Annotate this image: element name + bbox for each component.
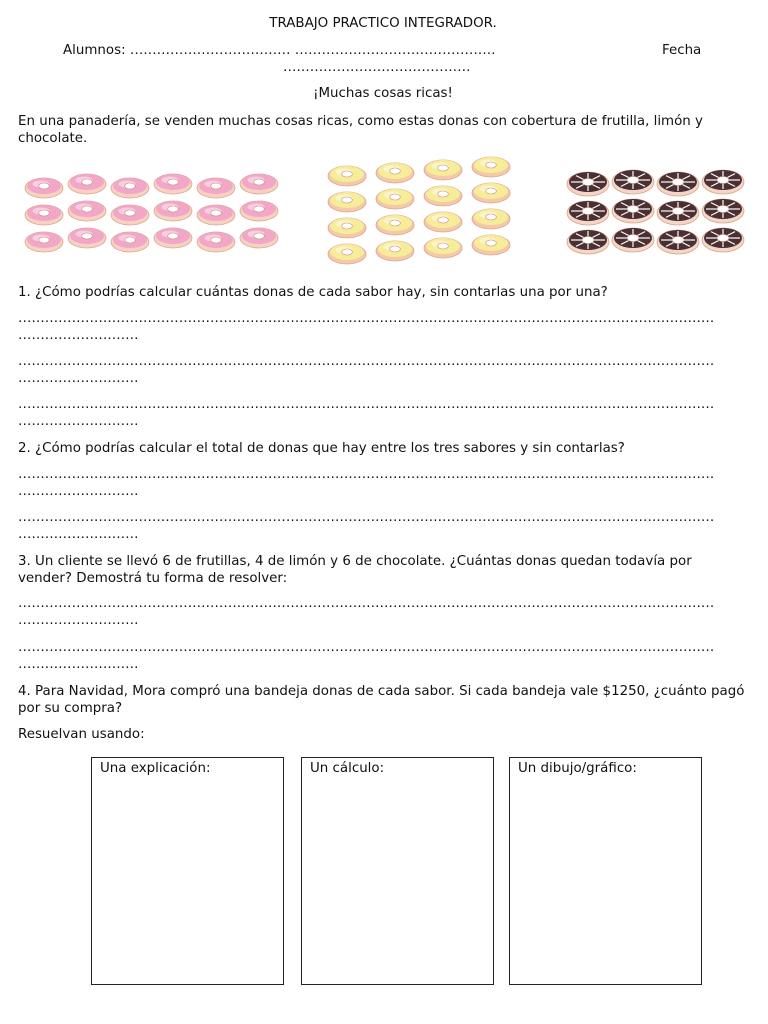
donut — [154, 228, 192, 248]
donut — [612, 170, 654, 194]
donut — [154, 201, 192, 221]
donut — [240, 228, 278, 248]
strawberry-donuts-image — [22, 168, 284, 256]
donut — [702, 199, 744, 223]
date-label: Fecha — [662, 43, 702, 58]
donut — [154, 174, 192, 194]
answer-line-end: ……………………… — [18, 328, 139, 343]
donut — [424, 186, 462, 206]
date-field: …………………………………… — [283, 60, 471, 75]
donut — [472, 183, 510, 203]
donut — [567, 201, 609, 225]
donut — [702, 170, 744, 194]
answer-line-end: ……………………… — [18, 484, 139, 499]
drawing-box[interactable] — [509, 757, 702, 985]
donut — [472, 157, 510, 177]
donut — [328, 218, 366, 238]
donut — [612, 199, 654, 223]
explanation-box[interactable] — [91, 757, 284, 985]
donut — [328, 192, 366, 212]
drawing-box-label: Un dibujo/gráfico: — [518, 761, 637, 776]
answer-line-end: ……………………… — [18, 371, 139, 386]
donut — [111, 205, 149, 225]
question-3: 3. Un cliente se llevó 6 de frutillas, 4 de limón y 6 de chocolate. ¿Cuántas donas quedan todavía por vender? Demostrá tu forma de resolver: — [18, 554, 692, 586]
question-1: 1. ¿Cómo podrías calcular cuántas donas de cada sabor hay, sin contarlas una por una? — [18, 285, 608, 300]
answer-line-end: ……………………… — [18, 657, 139, 672]
answer-line: ………………………………………………………………………………………………………………………………………… — [18, 397, 715, 412]
answer-line-end: ……………………… — [18, 527, 139, 542]
donut — [376, 163, 414, 183]
answer-line: ………………………………………………………………………………………………………………………………………… — [18, 510, 715, 525]
answer-line: ………………………………………………………………………………………………………………………………………… — [18, 640, 715, 655]
donut — [657, 172, 699, 196]
donut — [197, 232, 235, 252]
donut — [111, 178, 149, 198]
calculation-box[interactable] — [301, 757, 494, 985]
donut — [612, 228, 654, 252]
donut — [472, 235, 510, 255]
resolve-label: Resuelvan usando: — [18, 727, 145, 742]
answer-line: ………………………………………………………………………………………………………………………………………… — [18, 354, 715, 369]
donut — [328, 244, 366, 264]
donut — [424, 212, 462, 232]
donut — [567, 230, 609, 254]
donut — [68, 174, 106, 194]
question-4: 4. Para Navidad, Mora compró una bandeja donas de cada sabor. Si cada bandeja vale $1250, ¿cuánto pagó por su compra? — [18, 684, 745, 716]
donut — [424, 160, 462, 180]
lemon-donuts-image — [322, 152, 518, 270]
calculation-box-label: Un cálculo: — [310, 761, 385, 776]
donut — [472, 209, 510, 229]
donut — [25, 205, 63, 225]
donut — [197, 205, 235, 225]
answer-line: ………………………………………………………………………………………………………………………………………… — [18, 467, 715, 482]
donut — [25, 178, 63, 198]
donut — [702, 228, 744, 252]
chocolate-donuts-image — [564, 162, 752, 258]
donut — [68, 201, 106, 221]
answer-line-end: ……………………… — [18, 613, 139, 628]
donut — [68, 228, 106, 248]
answer-line-end: ……………………… — [18, 414, 139, 429]
donut — [657, 201, 699, 225]
intro-paragraph: En una panadería, se venden muchas cosas ricas, como estas donas con cobertura de frutilla, limón y chocolate. — [18, 114, 703, 146]
question-2: 2. ¿Cómo podrías calcular el total de donas que hay entre los tres sabores y sin contarlas? — [18, 441, 625, 456]
donut — [111, 232, 149, 252]
donut — [376, 241, 414, 261]
donut — [424, 238, 462, 258]
donut — [376, 189, 414, 209]
donut — [240, 174, 278, 194]
donut — [240, 201, 278, 221]
students-name-field: Alumnos: ……………………………… ……………………………………… — [63, 43, 496, 58]
donut — [567, 172, 609, 196]
explanation-box-label: Una explicación: — [100, 761, 211, 776]
worksheet-title: TRABAJO PRÁCTICO INTEGRADOR. — [269, 16, 497, 31]
donut — [328, 166, 366, 186]
answer-line: ………………………………………………………………………………………………………………………………………… — [18, 311, 715, 326]
donut — [197, 178, 235, 198]
donut — [376, 215, 414, 235]
donut — [657, 230, 699, 254]
donut — [25, 232, 63, 252]
answer-line: ………………………………………………………………………………………………………………………………………… — [18, 596, 715, 611]
intro-heading: ¡Muchas cosas ricas! — [313, 86, 453, 101]
